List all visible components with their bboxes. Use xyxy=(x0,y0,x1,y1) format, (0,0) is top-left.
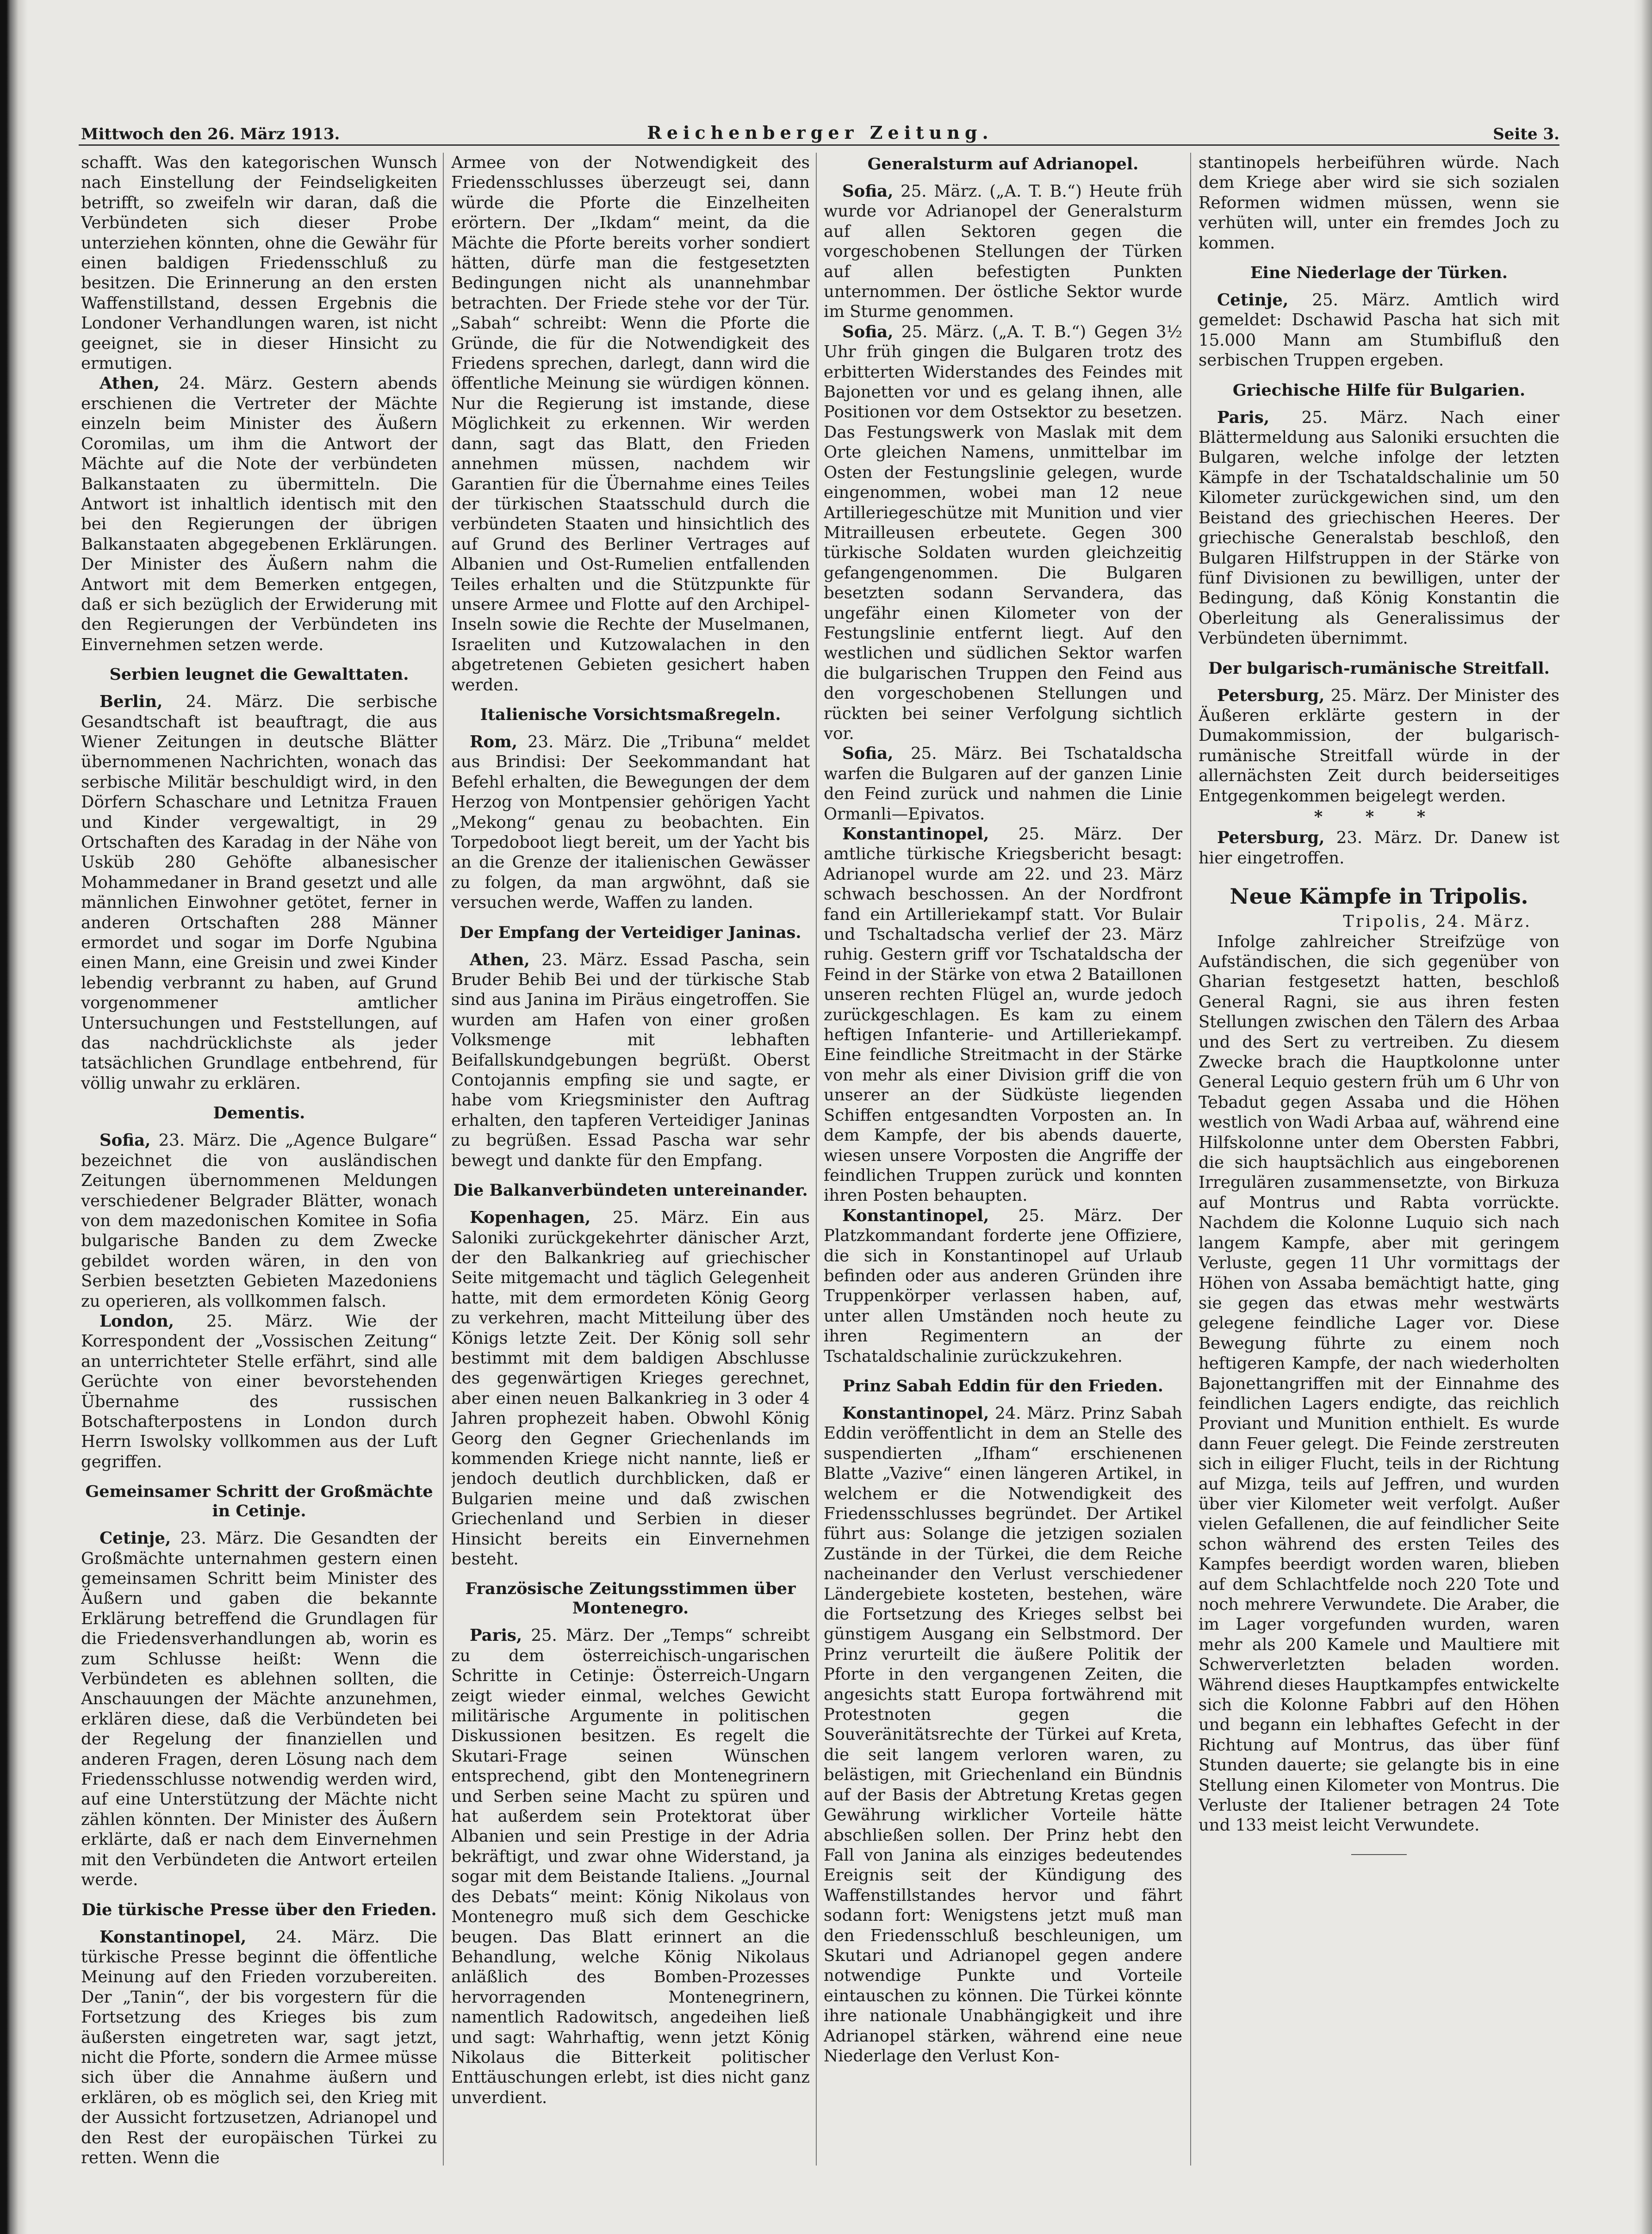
dispatch-date: 23. März. xyxy=(527,732,612,751)
dispatch-place: Sofia, xyxy=(842,322,894,341)
dispatch-place: London, xyxy=(99,1311,174,1331)
dispatch-date: 23. März. xyxy=(1336,828,1422,848)
article-heading: Prinz Sabah Eddin für den Frieden. xyxy=(843,1376,1163,1396)
dispatch-text: Die serbische Gesandtschaft ist beauftragt, die aus Wiener Zeitungen in deutsche Blätter übernommenen Nachrichten, wonach das serbische Militär beschuldigt wird, in den Dörfern Schaschare und Letnitza Frauen und Kinder vergewaltigt, in 29 Ortschaften des Karadag in der Nähe von Usküb 280 Gehöfte albanesischer Mohammedaner in Brand gesetzt und alle männlichen Einwohner getötet, ferner in anderen Ortschaften 288 Männer ermordet und sogar im Dorfe Ngubina einen Mann, eine Greisin und zwei Kinder lebendig verbrannt zu haben, auf Grund vorgenommener amtlicher Untersuchungen und Feststellungen, auf das nachdrücklichste als jeder tatsächlichen Grundlage entbehrend, für völlig unwahr zu erklären. xyxy=(81,692,437,1093)
dispatch-place: Sofia, xyxy=(842,182,894,201)
dispatch-place: Konstantinopel, xyxy=(842,1403,989,1423)
column-divider xyxy=(816,153,817,2166)
dispatch-date: 25. März. xyxy=(612,1208,709,1228)
dispatch-paris xyxy=(451,1626,810,2108)
dispatch-konstantinopel xyxy=(824,824,1182,1206)
dispatch-petersburg xyxy=(1199,828,1559,868)
dispatch-text: Amtlich wird gemeldet: Dschawid Pascha hat sich mit 15.000 Mann am Stumbifluß den serbischen Truppen ergeben. xyxy=(1199,291,1559,370)
dispatch-date: 25. März. xyxy=(206,1311,313,1331)
article-continuation: stantinopels herbeiführen würde. Nach dem Kriege aber wird sie sich sozialen Reformen widmen müssen, wenn sie verhüten will, unter ein fremdes Joch zu kommen. xyxy=(1199,153,1559,253)
dispatch-date: 25. März. xyxy=(1301,408,1409,427)
dispatch-text: Bei Tschataldscha warfen die Bulgaren auf der ganzen Linie den Feind zurück und nahmen die Linie Ormanli—Epivatos. xyxy=(824,744,1182,824)
newspaper-title: Reichenberger Zeitung. xyxy=(647,122,994,143)
dispatch-date: 24. März. xyxy=(186,692,284,712)
article-continuation: schafft. Was den kategorischen Wunsch nach Einstellung der Feindseligkeiten betrifft, so zweifeln wir daran, daß die Verbündeten sich dieser Probe unterziehen könnten, ohne die Gewähr für einen baldigen Friedensschluß zu besitzen. Die Erinnerung an den ersten Waffenstillstand, dessen Ergebnis die Londoner Verhandlungen waren, ist nicht geeignet, sie in dieser Hinsicht zu ermutigen. xyxy=(81,153,437,373)
dispatch-date: 25. März. xyxy=(1312,291,1410,310)
column-divider xyxy=(443,153,444,2166)
dispatch-rom xyxy=(451,732,810,913)
page-number: Seite 3. xyxy=(1493,125,1559,143)
dispatch-date: 23. März. xyxy=(158,1131,241,1150)
dispatch-place: Petersburg, xyxy=(1217,828,1325,848)
dispatch-konstantinopel xyxy=(824,1206,1182,1366)
column-divider xyxy=(1190,153,1191,2166)
dispatch-text: Gestern abends erschienen die Vertreter der Mächte einzeln beim Minister des Äußern Coromilas, um ihm die Antwort der Mächte auf die Note der verbündeten Balkanstaaten zu übermitteln. Die Antwort ist inhaltlich identisch mit den bei den Regierungen der übrigen Balkanstaaten abgegebenen Erklärungen. Der Minister des Äußern nahm die Antwort mit dem Bemerken entgegen, daß er sich bezüglich der Erwiderung mit den Regierungen der Verbündeten ins Einvernehmen setzen werde. xyxy=(81,374,437,654)
article-heading: Der bulgarisch-rumänische Streitfall. xyxy=(1208,658,1550,678)
dispatch-text: Nach einer Blättermeldung aus Saloniki ersuchten die Bulgaren, welche infolge der letzten Kämpfe in der Tschataldschalinie um 50 Kilometer zurückgewichen sind, um den Beistand des griechischen Heeres. Der griechische Generalstab beschloß, den Bulgaren Hilfstruppen in der Stärke von fünf Divisionen zu bewilligen, unter der Bedingung, daß König Konstantin die Oberleitung als Generalissimus der Verbündeten übernimmt. xyxy=(1199,408,1559,648)
dispatch-cetinje xyxy=(81,1528,437,1890)
article-heading: Griechische Hilfe für Bulgarien. xyxy=(1232,380,1526,400)
article-body: Infolge zahlreicher Streifzüge von Aufständischen, die sich gegenüber von Gharian festgesetzt hatten, beschloß General Ragni, sie aus ihren festen Stellungen zwischen den Tälern des Arbaa und des Sert zu vertreiben. Zu diesem Zwecke brach die Hauptkolonne unter General Lequio gestern früh um 6 Uhr von Tebadut gegen Assaba und die Höhen westlich von Wadi Arbaa auf, während eine Hilfskolonne unter dem Obersten Fabbri, die sich hauptsächlich aus eingeborenen Irregulären zusammensetzte, von Birkuza auf Montrus und Rabta vorrückte. Nachdem die Kolonne Luquio sich nach langem Kampfe, aber mit geringem Verluste, gegen 11 Uhr vormittags der Höhen von Assaba bemächtigt hatte, ging sie gegen das etwas mehr westwärts gelegene feindliche Lager vor. Diese Bewegung führte zu einem noch heftigeren Kampfe, der nach wiederholten Bajonettangriffen mit der Einnahme des feindlichen Lagers endigte, das reichlich Proviant und Munition enthielt. Es wurde dann Feuer gelegt. Die Feinde zerstreuten sich in eiliger Flucht, teils in der Richtung auf Mizga, teils auf Jeffren, und wurden über vier Kilometer weit verfolgt. Außer vielen Gefallenen, die auf feindlicher Seite schon während des ersten Teiles des Kampfes beerdigt worden waren, blieben auf dem Schlachtfelde noch 220 Tote und noch mehrere Verwundete. Die Araber, die im Lager vorgefunden wurden, waren mehr als 200 Kamele und Maultiere mit Schwerverletzten beladen worden. Während dieses Hauptkampfes entwickelte sich die Kolonne Fabbri auf den Höhen und begann ein lebhaftes Gefecht in der Richtung auf Montrus, das über fünf Stunden dauerte; sie gelangte bis in eine Stellung einen Kilometer von Montrus. Die Verluste der Italiener betragen 24 Tote und 133 meist leicht Verwundete. xyxy=(1199,932,1559,1835)
dispatch-place: Kopenhagen, xyxy=(470,1208,591,1228)
article-heading: Der Empfang der Verteidiger Janinas. xyxy=(460,923,801,942)
article-heading: Gemeinsamer Schritt der Großmächte in Cetinje. xyxy=(85,1482,433,1521)
article-end-rule xyxy=(1351,1854,1407,1855)
dispatch-sofia xyxy=(824,322,1182,744)
dispatch-konstantinopel xyxy=(81,1927,437,2168)
column-1 xyxy=(81,153,437,2203)
article-heading: Französische Zeitungsstimmen über Montenegro. xyxy=(465,1579,796,1618)
dispatch-sofia xyxy=(824,744,1182,824)
dispatch-date: 25. März. xyxy=(531,1626,615,1645)
dispatch-london xyxy=(81,1311,437,1472)
dispatch-place: Athen, xyxy=(470,950,530,969)
dispatch-athen xyxy=(451,950,810,1171)
dispatch-konstantinopel xyxy=(824,1403,1182,2066)
dispatch-place: Petersburg, xyxy=(1217,686,1325,705)
dispatch-place: Konstantinopel, xyxy=(99,1927,247,1947)
dispatch-text: Dr. Danew ist hier eingetroffen. xyxy=(1199,828,1559,868)
article-heading: Serbien leugnet die Gewalttaten. xyxy=(109,665,409,684)
scan-edge-left xyxy=(0,0,28,2234)
dispatch-date: 23. März. xyxy=(180,1529,264,1548)
dispatch-place: Konstantinopel, xyxy=(842,1206,989,1225)
section-separator-stars: * * * xyxy=(1314,807,1444,826)
dispatch-text: Heute früh wurde vor Adrianopel der Generalsturm auf allen Sektoren gegen die vorgeschobenen Stellungen der Türken auf allen befestigten Punkten unternommen. Der östliche Sektor wurde im Sturme genommen. xyxy=(824,182,1182,322)
dispatch-place: Konstantinopel, xyxy=(842,825,989,844)
dispatch-athen xyxy=(81,373,437,655)
dispatch-text: Die „Tribuna“ meldet aus Brindisi: Der Seekommandant hat Befehl erhalten, die Bewegungen der dem Herzog von Montpensier gehörigen Yacht „Mekong“ genau zu beobachten. Ein Torpedoboot liegt bereit, um der Yacht bis an die Grenze der italienischen Gewässer zu folgen, da man argwöhnt, daß sie versuchen werde, Waffen zu landen. xyxy=(451,732,810,912)
dispatch-date: 25. März. xyxy=(1330,686,1411,705)
dispatch-text: Ein aus Saloniki zurückgekehrter dänischer Arzt, der den Balkankrieg auf griechischer Seite mitgemacht und täglich Gelegenheit hatte, mit dem ermordeten König Georg zu verkehren, macht Mitteilung über des Königs letzte Zeit. Der König soll sehr bestimmt mit dem baldigen Abschlusse des gegenwärtigen Krieges gerechnet, aber einen neuen Balkankrieg in 3 oder 4 Jahren prophezeit haben. Obwohl König Georg den Gegner Griechenlands im kommenden Kriege nicht nannte, ließ er jendoch deutlich durchblicken, daß er Bulgarien meine und daß zwischen Griechenland und Serbien in dieser Hinsicht bereits ein Einvernehmen besteht. xyxy=(451,1208,810,1569)
dispatch-text: Der Platzkommandant forderte jene Offiziere, die sich in Konstantinopel auf Urlaub befinden oder aus anderen Gründen ihre Truppenkörper verlassen haben, auf, unter allen Umständen noch heute zu ihren Regimentern an der Tschataldschalinie zurückzukehren. xyxy=(824,1206,1182,1366)
dispatch-place: Athen, xyxy=(99,374,160,393)
dispatch-place: Paris, xyxy=(470,1626,522,1645)
article-heading: Eine Niederlage der Türken. xyxy=(1250,263,1508,283)
dispatch-text: Gegen 3½ Uhr früh gingen die Bulgaren trotz des erbitterten Widerstandes des Feindes mit Bajonetten vor und es gelang ihnen, alle Positionen vor dem Ostsektor zu besetzen. Das Festungswerk von Maslak mit dem Orte gleichen Namens, unmittelbar im Osten der Festungslinie gelegen, wurde eingenommen, wobei man 12 neue Artilleriegeschütze mit Munition und vier Mitrailleusen erbeutete. Gegen 300 türkische Soldaten wurden gleichzeitig gefangengenommen. Die Bulgaren besetzten sodann Servandera, das ungefähr einen Kilometer von der Festungslinie entfernt liegt. Auf den westlichen und südlichen Sektor warfen die bulgarischen Truppen den Feind aus den vorgeschobenen Stellungen und rückten bei seiner Verfolgung sichtlich vor. xyxy=(824,322,1182,743)
dispatch-text: Die türkische Presse beginnt die öffentliche Meinung auf den Frieden vorzubereiten. Der „Tanin“, der bis vorgestern für die Fortsetzung des Krieges bis zum äußersten eingetreten war, sagt jetzt, nicht die Pforte, sondern die Armee müsse sich über die Annahme äußern und erklären, ob es möglich sei, den Krieg mit der Aussicht fortzusetzen, Adrianopel und den Rest der europäischen Türkei zu retten. Wenn die xyxy=(81,1927,437,2167)
article-continuation: Armee von der Notwendigkeit des Friedensschlusses überzeugt sei, dann würde die Pforte die Einzelheiten erörtern. Der „Ikdam“ meint, da die Mächte die Pforte bereits vorher sondiert hätten, dürfe man die festgesetzten Bedingungen nicht als unannehmbar betrachten. Der Friede stehe vor der Tür. „Sabah“ schreibt: Wenn die Pforte die Gründe, die für die Notwendigkeit des Friedens sprechen, darlegt, dann wird die öffentliche Meinung sie würdigen können. Nur die Regierung ist imstande, diese Möglichkeit zu erkennen. Wir werden dann, sagt das Blatt, den Frieden annehmen müssen, nachdem wir Garantien für die Übernahme eines Teiles der türkischen Staatsschuld durch die verbündeten Staaten und hinsichtlich des auf Grund des Berliner Vertrages auf Albanien und Ost-Rumelien entfallenden Teiles erhalten und die Stützpunkte für unsere Armee und Flotte auf den Archipel-Inseln sowie die Rechte der Muselmanen, Israeliten und Kutzowalachen in den abgetretenen Gebieten gesichert haben werden. xyxy=(451,153,810,695)
dispatch-text: Die „Agence Bulgare“ bezeichnet die von ausländischen Zeitungen übernommenen Meldungen verschiedener Belgrader Blätter, wonach von dem mazedonischen Komitee in Sofia bulgarische Banden zu dem Zwecke gebildet worden wären, in den von Serbien besetzten Gebieten Mazedoniens zu operieren, als vollkommen falsch. xyxy=(81,1131,437,1311)
dispatch-sofia xyxy=(81,1130,437,1311)
dispatch-text: Essad Pascha, sein Bruder Behib Bei und der türkische Stab sind aus Janina im Piräus eingetroffen. Sie wurden am Hafen von einer großen Volksmenge mit lebhaften Beifallskundgebungen begrüßt. Oberst Contojannis empfing sie und sagte, er habe vom Kriegsminister den Auftrag erhalten, den tapferen Verteidiger Janinas zu begrüßen. Essad Pascha war sehr bewegt und dankte für den Empfang. xyxy=(451,950,810,1170)
column-2 xyxy=(451,153,810,2203)
dispatch-place: Rom, xyxy=(470,732,518,751)
dispatch-date: 25. März. xyxy=(1018,825,1123,844)
dispatch-kopenhagen xyxy=(451,1208,810,1569)
article-headline: Neue Kämpfe in Tripolis. xyxy=(1230,884,1528,909)
dispatch-date: 24. März. xyxy=(995,1403,1075,1423)
header-rule xyxy=(79,144,1559,146)
column-4 xyxy=(1199,153,1559,2203)
issue-date: Mittwoch den 26. März 1913. xyxy=(81,125,340,143)
dispatch-place: Sofia, xyxy=(99,1131,151,1150)
dispatch-text: Der „Temps“ schreibt zu dem österreichisch-ungarischen Schritte in Cetinje: Österreich-Ungarn zeigt wieder einmal, welches Gewicht militärische Argumente in politischen Diskussionen besitzen. Es regelt die Skutari-Frage seinen Wünschen entsprechend, gibt den Montenegrinern und Serben seine Macht zu spüren und hat außerdem sein Protektorat über Albanien und sein Prestige in der Adria bekräftigt, und zwar ohne Widerstand, ja sogar mit dem Beistande Italiens. „Journal des Debats“ meint: König Nikolaus von Montenegro muß sich dem Geschicke beugen. Das Blatt erinnert an die Behandlung, welche König Nikolaus anläßlich des Bomben-Prozesses hervorragenden Montenegrinern, namentlich Radowitsch, angedeihen ließ und sagt: Wahrhaftig, wenn jetzt König Nikolaus die Bitterkeit politischer Enttäuschungen erlebt, ist dies nicht ganz unverdient. xyxy=(451,1626,810,2107)
dispatch-date: 24. März. xyxy=(276,1927,380,1947)
dispatch-text: Prinz Sabah Eddin veröffentlicht in dem an Stelle des suspendierten „Ifham“ erschienenen Blatte „Vazive“ einen längeren Artikel, in welchem er die Notwendigkeit des Friedensschlusses begründet. Der Artikel führt aus: Solange die jetzigen sozialen Zustände in der Türkei, die dem Reiche nacheinander den Verlust verschiedener Ländergebiete kosteten, bestehen, wäre die Fortsetzung des Krieges selbst bei günstigem Ausgang ein Selbstmord. Der Prinz verurteilt die äußere Politik der Pforte in den vergangenen Zeiten, die angesichts statt Europa fortwährend mit Protestnoten gegen die Souveränitätsrechte der Türkei auf Kreta, die seit langem verloren waren, zu belästigen, mit Griechenland ein Bündnis auf der Basis der Abtretung Kretas gegen Gewährung wirklicher Vorteile hätte abschließen sollen. Der Prinz hebt den Fall von Janina als einziges bedeutendes Ereignis seit der Kündigung des Waffenstillstandes hervor und fährt sodann fort: Wenigstens jetzt muß man den Friedensschluß beschleunigen, um Skutari und Adrianopel gegen andere notwendige Punkte und Vorteile eintauschen zu können. Die Türkei könnte ihre nationale Unabhängigkeit und ihre Adrianopel stärken, während eine neue Niederlage den Verlust Kon- xyxy=(824,1403,1182,2066)
article-heading: Die türkische Presse über den Frieden. xyxy=(81,1900,437,1919)
dispatch-sofia xyxy=(824,181,1182,322)
dispatch-date: 23. März. xyxy=(541,950,628,969)
article-heading: Generalsturm auf Adrianopel. xyxy=(867,155,1139,174)
dispatch-place: Cetinje, xyxy=(99,1529,171,1548)
dispatch-byline: Tripolis, 24. März. xyxy=(1343,912,1532,931)
dispatch-cetinje xyxy=(1199,290,1559,371)
dispatch-date: 24. März. xyxy=(179,374,273,393)
dispatch-place: Sofia, xyxy=(842,744,894,763)
article-heading: Die Balkanverbündeten untereinander. xyxy=(453,1181,808,1200)
dispatch-place: Berlin, xyxy=(99,692,163,712)
dispatch-text: Der amtliche türkische Kriegsbericht besagt: Adrianopel wurde am 22. und 23. März schwach beschossen. An der Nordfront fand ein Artilleriekampf statt. Vor Bulair und Tschaltadscha verlief der 23. März ruhig. Gestern griff vor Tschataldscha der Feind in der Stärke von etwa 2 Bataillonen unseren rechten Flügel an, wurde jedoch zurückgeschlagen. Es kam zu einem heftigen Infanterie- und Artilleriekampf. Eine feindliche Streitmacht in der Stärke von mehr als einer Division griff die von unserer an der Südküste liegenden Schiffen entgesandten Vorposten an. In dem Kampfe, der bis abends dauerte, wiesen unsere Vorposten die Angriffe der feindlichen Truppen zurück und konnten ihren Posten behaupten. xyxy=(824,825,1182,1205)
dispatch-date: 25. März. xyxy=(911,744,1003,763)
scan-edge-right xyxy=(1633,0,1652,2234)
dispatch-place: Cetinje, xyxy=(1217,291,1289,310)
dispatch-date: 25. März. („A. T. B.“) xyxy=(901,322,1087,341)
dispatch-petersburg xyxy=(1199,686,1559,806)
column-3 xyxy=(824,153,1182,2203)
article-heading: Italienische Vorsichtsmaßregeln. xyxy=(480,705,781,724)
dispatch-text: Die Gesandten der Großmächte unternahmen gestern einen gemeinsamen Schritt beim Minister des Äußern und gaben die bekannte Erklärung betreffend die Grundlagen für die Friedensverhandlungen ab, worin es zum Schlusse heißt: Wenn die Verbündeten es ablehnen sollten, die Anschauungen der Mächte anzunehmen, erklären diese, daß die Verbündeten bei der Regelung der finanziellen und anderen Fragen, deren Lösung nach dem Friedensschlusse notwendig werden wird, auf eine Unterstützung der Mächte nicht zählen könnten. Der Minister des Äußern erklärte, daß er nach dem Einvernehmen mit den Verbündeten die Antwort erteilen werde. xyxy=(81,1529,437,1890)
dispatch-berlin xyxy=(81,692,437,1093)
dispatch-paris xyxy=(1199,408,1559,649)
dispatch-text: Der Minister des Äußeren erklärte gestern in der Dumakommission, der bulgarisch-rumänische Streitfall würde in der allernächsten Zeit durch beiderseitiges Entgegenkommen beigelegt werden. xyxy=(1199,686,1559,806)
dispatch-text: Wie der Korrespondent der „Vossischen Zeitung“ an unterrichteter Stelle erfährt, sind alle Gerüchte von einer bevorstehenden Übernahme des russischen Botschafterpostens in London durch Herrn Iswolsky vollkommen aus der Luft gegriffen. xyxy=(81,1311,437,1471)
dispatch-place: Paris, xyxy=(1217,408,1270,427)
dispatch-date: 25. März. („A. T. B.“) xyxy=(901,182,1082,201)
article-heading: Dementis. xyxy=(213,1104,305,1123)
dispatch-date: 25. März. xyxy=(1018,1206,1123,1225)
